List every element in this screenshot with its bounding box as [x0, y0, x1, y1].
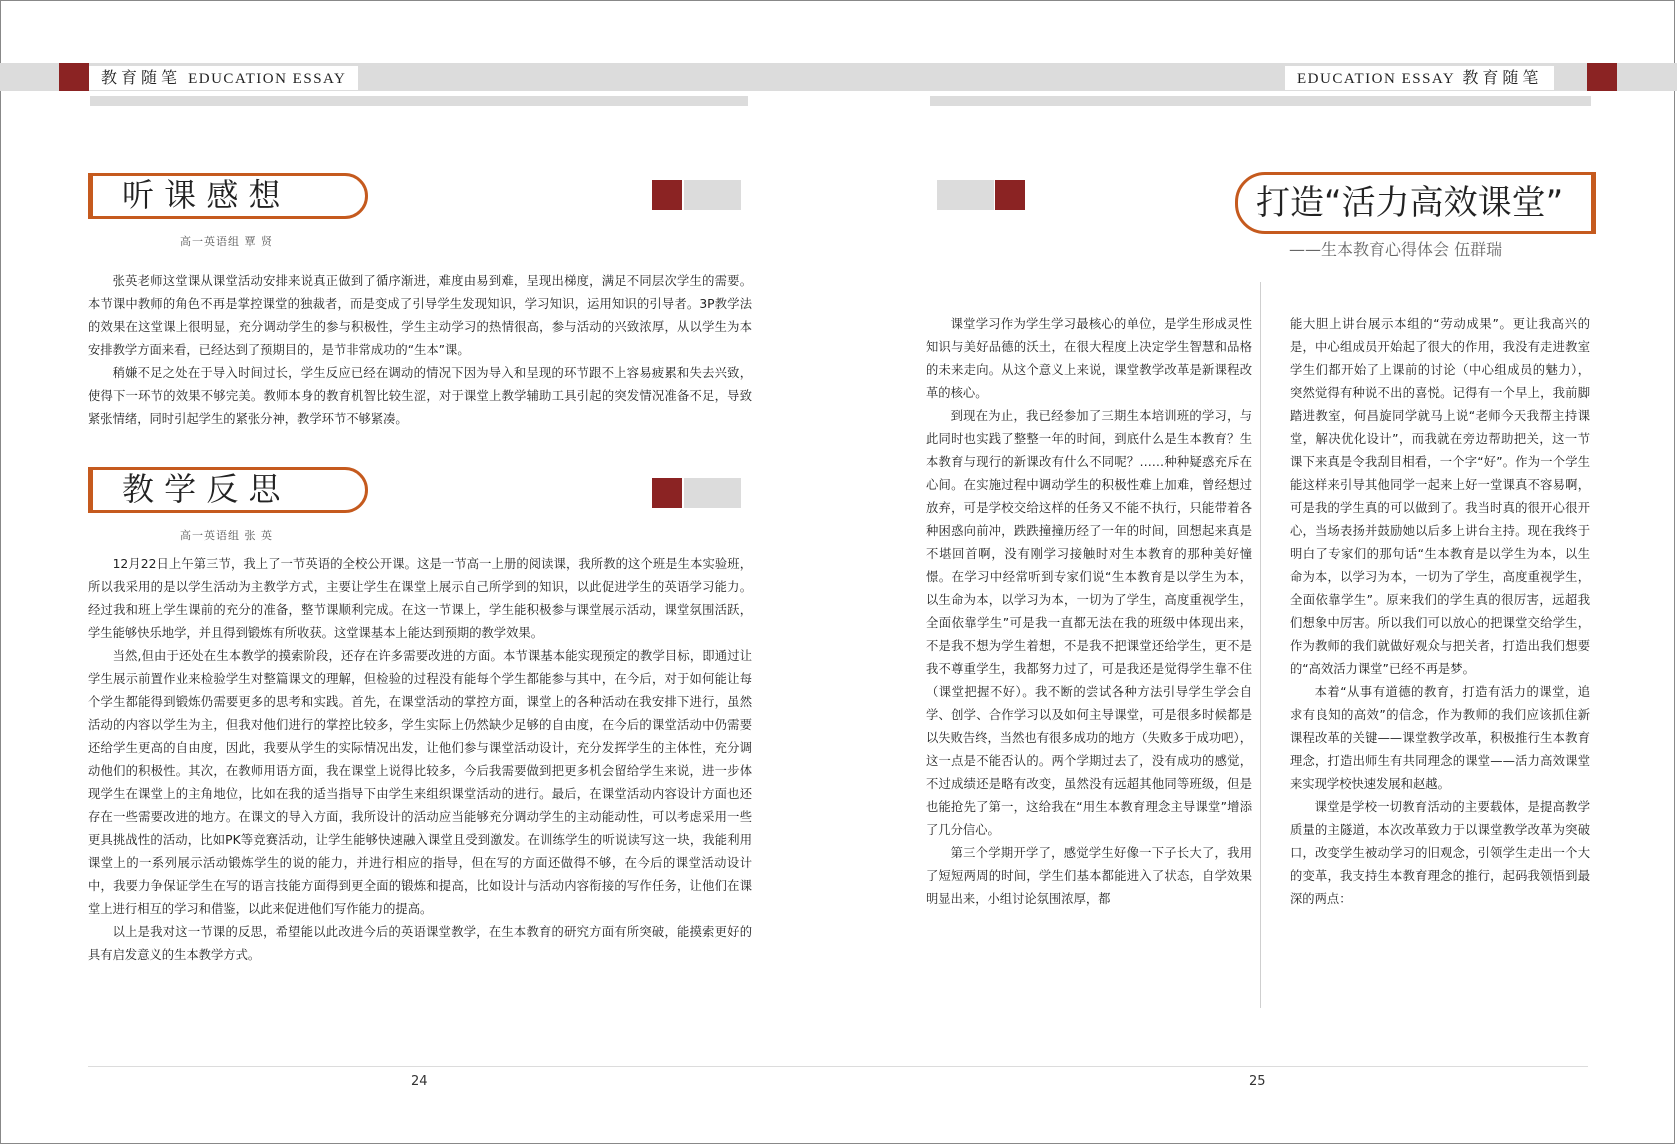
- paragraph: 稍嫌不足之处在于导入时间过长，学生反应已经在调动的情况下因为导入和呈现的环节跟不上容易疲累和失去兴致，使得下一环节的效果不够完美。教师本身的教育机智比较生涩，对于课堂上教学辅助工具引起的突发情况准备不足，导致紧张情绪，同时引起学生的紧张分神，教学环节不够紧凑。: [88, 366, 752, 426]
- paragraph: 课堂学习作为学生学习最核心的单位，是学生形成灵性知识与美好品德的沃土，在很大程度上决定学生智慧和品格的未来走向。从这个意义上来说，课堂教学改革是新课程改革的核心。: [926, 317, 1252, 400]
- author-line: 高一英语组 覃 贤: [180, 235, 273, 248]
- deco-gray-block: [684, 478, 741, 508]
- right-page: [838, 0, 1677, 1146]
- section-title-reflection: 教 学 反 思: [122, 470, 281, 508]
- header-rule: [90, 96, 748, 106]
- article-column-2: [1290, 313, 1590, 911]
- paragraph: 当然,但由于还处在生本教学的摸索阶段，还存在许多需要改进的方面。本节课基本能实现预定的教学目标，即通过让学生展示前置作业来检验学生对整篇课文的理解，但检验的过程没有能每个学生都能参与其中，在今后，对于如何能让每个学生都能得到锻炼仍需要更多的思考和实践。首先，在课堂活动的掌控方面，课堂上的各种活动在我安排下进行，虽然活动的内容以学生为主，但我对他们进行的掌控比较多，学生实际上仍然缺少足够的自由度，在今后的课堂活动中仍需要还给学生更高的自由度，因此，我要从学生的实际情况出发，让他们参与课堂活动设计，充分发挥学生的主体性，充分调动他们的积极性。其次，在教师用语方面，我在课堂上说得比较多，今后我需要做到把更多机会留给学生来说，进一步体现学生在课堂上的主角地位，比如在我的适当指导下由学生来组织课堂活动的进行。最后，在课堂活动内容设计方面也还存在一些需要改进的地方。在课文的导入方面，我所设计的活动应当能够充分调动学生的主动能动性，可以考虑采用一些更具挑战性的活动，比如PK等竞赛活动，让学生能够快速融入课堂且受到激发。在训练学生的听说读写这一块，我能利用课堂上的一系列展示活动锻炼学生的说的能力，并进行相应的指导，但在写的方面还做得不够，在今后的课堂活动设计中，我要力争保证学生在写的语言技能方面得到更全面的锻炼和提高，比如设计与活动内容衔接的写作任务，让他们在课堂上进行相互的学习和借鉴，以此来促进他们写作能力的提高。: [88, 649, 752, 916]
- column-divider: [1260, 282, 1261, 1008]
- article-column-1: [926, 313, 1252, 911]
- author-line: 高一英语组 张 英: [180, 529, 273, 542]
- deco-red-square: [652, 478, 682, 508]
- section-title-listening: 听 课 感 想: [122, 176, 281, 214]
- footer-rule: [838, 1066, 1588, 1067]
- header-square: [1587, 63, 1617, 91]
- paragraph: 第三个学期开学了，感觉学生好像一下子长大了，我用了短短两周的时间，学生们基本都能进入了状态，自学效果明显出来，小组讨论氛围浓厚，都: [926, 846, 1252, 906]
- header-label-en: EDUCATION ESSAY: [188, 71, 347, 87]
- header-label: [1285, 66, 1554, 90]
- deco-gray-block: [684, 180, 741, 210]
- left-page: [0, 0, 838, 1146]
- deco-red-square: [995, 180, 1025, 210]
- paragraph: 本着“从事有道德的教育，打造有活力的课堂，追求有良知的高效”的信念，作为教师的我们应该抓住新课程改革的关键——课堂教学改革，积极推行生本教育理念，打造出师生有共同理念的课堂——活力高效课堂来实现学校快速发展和赵越。: [1290, 685, 1590, 791]
- paragraph: 课堂是学校一切教育活动的主要载体，是提高教学质量的主隧道，本次改革致力于以课堂教学改革为突破口，改变学生被动学习的旧观念，引领学生走出一个大的变革，我支持生本教育理念的推行，起码我领悟到最深的两点：: [1290, 800, 1590, 906]
- header-label-en: EDUCATION ESSAY: [1297, 71, 1456, 87]
- page-number: 25: [1249, 1074, 1266, 1089]
- article-title-bar: [1591, 172, 1596, 234]
- header-rule: [930, 96, 1591, 106]
- article-subtitle: ——生本教育心得体会 伍群瑞: [1289, 240, 1503, 259]
- paragraph: 能大胆上讲台展示本组的“劳动成果”。更让我高兴的是，中心组成员开始起了很大的作用，我没有走进教室学生们都开始了上课前的讨论（中心组成员的魅力），突然觉得有种说不出的喜悦。记得有一个早上，我前脚踏进教室，何昌旋同学就马上说“老师今天我帮主持课堂，解决优化设计”，而我就在旁边帮助把关，这一节课下来真是令我刮目相看，一个字“好”。作为一个学生能这样来引导其他同学一起来上好一堂课真不容易啊，可是我的学生真的可以做到了。我当时真的很开心很开心，当场表扬并鼓励她以后多上讲台主持。现在我终于明白了专家们的那句话“生本教育是以学生为本，以生命为本，以学习为本，一切为了学生，高度重视学生，全面依靠学生”。原来我们的学生真的很厉害，远超我们想象中厉害。所以我们可以放心的把课堂交给学生，作为教师的我们就做好观众与把关者，打造出我们想要的“高效活力课堂”已经不再是梦。: [1290, 317, 1590, 676]
- paragraph: 12月22日上午第三节，我上了一节英语的全校公开课。这是一节高一上册的阅读课，我所教的这个班是生本实验班，所以我采用的是以学生活动为主教学方式，主要让学生在课堂上展示自己所学到的知识，以此促进学生的英语学习能力。经过我和班上学生课前的充分的准备，整节课顺利完成。在这一节课上，学生能积极参与课堂展示活动，课堂氛围活跃，学生能够快乐地学，并且得到锻炼有所收获。这堂课基本上能达到预期的教学效果。: [88, 557, 752, 640]
- header-label-cn: 教育随笔: [101, 68, 182, 87]
- section-body-reflection: [88, 553, 752, 967]
- page-number: 24: [411, 1074, 428, 1089]
- header-square: [59, 63, 89, 91]
- header-label-cn: 教育随笔: [1462, 68, 1543, 87]
- deco-red-square: [652, 180, 682, 210]
- header-label: [89, 66, 358, 90]
- footer-rule: [88, 1066, 838, 1067]
- paragraph: 到现在为止，我已经参加了三期生本培训班的学习，与此同时也实践了整整一年的时间，到底什么是生本教育？生本教育与现行的新课改有什么不同呢？……种种疑惑充斥在心间。在实施过程中调动学生的积极性难上加难，曾经想过放弃，可是学校交给这样的任务又不能不执行，只能带着各种困惑向前冲，跌跌撞撞历经了一年的时间，回想起来真是不堪回首啊，没有刚学习接触时对生本教育的那种美好憧憬。在学习中经常听到专家们说“生本教育是以学生为本，以生命为本，以学习为本，一切为了学生，高度重视学生，全面依靠学生”可是我一直都无法在我的班级中体现出来，不是我不想为学生着想，不是我不把课堂还给学生，更不是我不尊重学生，我都努力过了，可是我还是觉得学生靠不住（课堂把握不好）。我不断的尝试各种方法引导学生学会自学、创学、合作学习以及如何主导课堂，可是很多时候都是以失败告终，当然也有很多成功的地方（失败多于成功吧），这一点是不能否认的。两个学期过去了，没有成功的感觉，不过成绩还是略有改变，虽然没有远超其他同等班级，但是也能抢先了第一，这给我在“用生本教育理念主导课堂”增添了几分信心。: [926, 409, 1252, 837]
- section-body-listening: [88, 270, 752, 431]
- paragraph: 张英老师这堂课从课堂活动安排来说真正做到了循序渐进，难度由易到难，呈现出梯度，满足不同层次学生的需要。本节课中教师的角色不再是掌控课堂的独裁者，而是变成了引导学生发现知识，学习知识，运用知识的引导者。3P教学法的效果在这堂课上很明显，充分调动学生的参与积极性，学生主动学习的热情很高，参与活动的兴致浓厚，从以学生为本安排教学方面来看，已经达到了预期目的，是节非常成功的“生本”课。: [88, 274, 752, 357]
- deco-gray-block: [937, 180, 994, 210]
- paragraph: 以上是我对这一节课的反思，希望能以此改进今后的英语课堂教学，在生本教育的研究方面有所突破，能摸索更好的具有启发意义的生本教学方式。: [88, 925, 752, 962]
- article-title: 打造“活力高效课堂”: [1256, 183, 1564, 223]
